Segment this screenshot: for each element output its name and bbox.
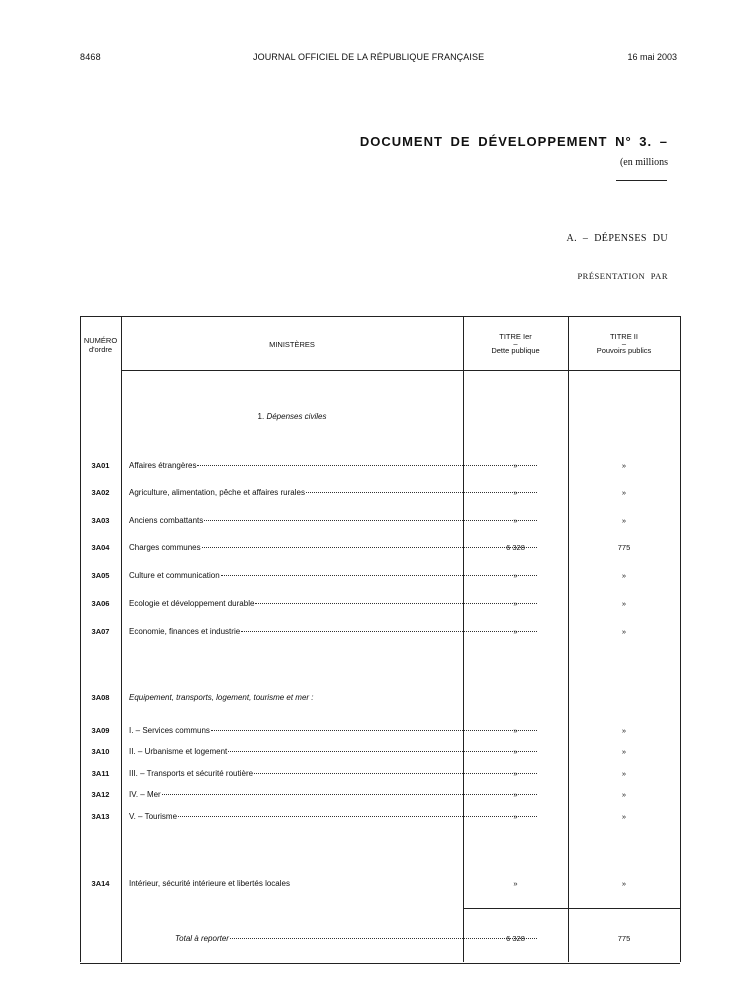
row-label: Intérieur, sécurité intérieure et libertés locales bbox=[129, 879, 290, 888]
row-code: 3A01 bbox=[91, 461, 110, 470]
row-titre2: » bbox=[621, 726, 627, 735]
row-titre2: » bbox=[621, 571, 627, 580]
subheading-text: Dépenses civiles bbox=[266, 412, 327, 421]
row-code: 3A03 bbox=[91, 516, 110, 525]
row-titre1: » bbox=[513, 747, 518, 756]
row-titre1: » bbox=[513, 571, 518, 580]
row-label: Culture et communication bbox=[129, 571, 220, 580]
table-row bbox=[80, 726, 680, 738]
column-header-numero-line1: NUMÉRO bbox=[83, 336, 118, 345]
row-titre2: » bbox=[621, 627, 627, 636]
row-titre2: » bbox=[621, 599, 627, 608]
row-titre1: » bbox=[513, 461, 518, 470]
row-code: 3A10 bbox=[91, 747, 110, 756]
row-titre2: » bbox=[621, 790, 627, 799]
row-label: III. – Transports et sécurité routière bbox=[129, 769, 254, 778]
total-titre1: 6 328 bbox=[506, 934, 525, 943]
table-divider bbox=[80, 316, 81, 962]
table-row bbox=[80, 516, 680, 528]
publication-date: 16 mai 2003 bbox=[627, 52, 677, 62]
table-row bbox=[80, 812, 680, 824]
column-header-numero bbox=[80, 336, 121, 354]
document-title: DOCUMENT DE DÉVELOPPEMENT N° 3. – bbox=[359, 134, 668, 149]
row-label: Anciens combattants bbox=[129, 516, 204, 525]
table-row bbox=[80, 543, 680, 555]
table-row bbox=[80, 627, 680, 639]
row-label: Charges communes bbox=[129, 543, 201, 552]
row-label: Agriculture, alimentation, pêche et affaires rurales bbox=[129, 488, 305, 497]
unit-note: (en millions bbox=[619, 157, 668, 168]
table-row bbox=[80, 769, 680, 781]
row-titre2: » bbox=[621, 812, 627, 821]
row-code: 3A02 bbox=[91, 488, 110, 497]
row-titre1: » bbox=[513, 627, 518, 636]
row-titre1: » bbox=[513, 726, 518, 735]
row-code: 3A04 bbox=[91, 543, 110, 552]
table-row bbox=[80, 571, 680, 583]
page-number: 8468 bbox=[80, 52, 101, 62]
total-titre2: 775 bbox=[617, 934, 631, 943]
row-titre1: » bbox=[513, 516, 518, 525]
journal-title: JOURNAL OFFICIEL DE LA RÉPUBLIQUE FRANÇAISE bbox=[253, 52, 485, 62]
row-titre1: » bbox=[513, 488, 518, 497]
column-header-titre1-line1: TITRE Ier bbox=[499, 332, 532, 341]
row-label: V. – Tourisme bbox=[129, 812, 178, 821]
row-titre1: » bbox=[513, 812, 518, 821]
subheading-number: 1. bbox=[257, 412, 265, 421]
table-row bbox=[80, 879, 680, 891]
subheading bbox=[121, 412, 463, 421]
table-row-group-heading bbox=[80, 693, 680, 705]
table-row bbox=[80, 747, 680, 759]
row-titre2: » bbox=[621, 488, 627, 497]
column-header-numero-line2: d'ordre bbox=[88, 345, 113, 354]
column-header-titre2-line1: TITRE II bbox=[610, 332, 638, 341]
column-header-titre1-line2: – bbox=[513, 339, 518, 348]
presentation-heading: PRÉSENTATION PAR bbox=[577, 271, 668, 281]
row-titre1: » bbox=[513, 599, 518, 608]
row-code: 3A07 bbox=[91, 627, 110, 636]
row-titre1: 6 328 bbox=[506, 543, 525, 552]
header-rule bbox=[121, 370, 680, 371]
total-label: Total à reporter bbox=[175, 934, 229, 943]
row-label: II. – Urbanisme et logement bbox=[129, 747, 228, 756]
row-titre2: » bbox=[621, 461, 627, 470]
row-label: Affaires étrangères bbox=[129, 461, 197, 470]
row-code: 3A11 bbox=[91, 769, 110, 778]
total-row bbox=[80, 934, 680, 946]
row-code: 3A13 bbox=[91, 812, 110, 821]
total-rule bbox=[463, 908, 680, 909]
row-titre2: » bbox=[621, 879, 627, 888]
row-code: 3A05 bbox=[91, 571, 110, 580]
column-header-titre2-line2: – bbox=[621, 339, 627, 348]
row-label: Ecologie et développement durable bbox=[129, 599, 255, 608]
row-label: IV. – Mer bbox=[129, 790, 161, 799]
column-header-titre2 bbox=[568, 332, 680, 355]
table-divider bbox=[463, 316, 464, 962]
row-code: 3A12 bbox=[91, 790, 110, 799]
table-row bbox=[80, 790, 680, 802]
table-divider bbox=[568, 316, 569, 962]
column-header-ministeres: MINISTÈRES bbox=[269, 340, 315, 349]
row-titre2: 775 bbox=[617, 543, 631, 552]
row-code: 3A06 bbox=[91, 599, 110, 608]
table-row bbox=[80, 461, 680, 473]
row-titre1: » bbox=[513, 790, 518, 799]
table-row bbox=[80, 599, 680, 611]
row-label: Economie, finances et industrie bbox=[129, 627, 241, 636]
row-label: Equipement, transports, logement, tourisme et mer : bbox=[129, 693, 314, 702]
table-row bbox=[80, 488, 680, 500]
row-titre2: » bbox=[621, 747, 627, 756]
column-header-titre1 bbox=[463, 332, 568, 355]
row-code: 3A14 bbox=[91, 879, 110, 888]
column-header-titre1-line3: Dette publique bbox=[491, 346, 540, 355]
row-label: I. – Services communs bbox=[129, 726, 210, 735]
row-titre2: » bbox=[621, 516, 627, 525]
row-titre1: » bbox=[513, 879, 518, 888]
section-heading: A. – DÉPENSES DU bbox=[566, 233, 668, 244]
row-titre1: » bbox=[513, 769, 518, 778]
row-code: 3A08 bbox=[91, 693, 110, 702]
row-titre2: » bbox=[621, 769, 627, 778]
table-divider bbox=[680, 316, 681, 962]
title-rule bbox=[616, 180, 667, 181]
row-code: 3A09 bbox=[91, 726, 110, 735]
column-header-titre2-line3: Pouvoirs publics bbox=[596, 346, 652, 355]
